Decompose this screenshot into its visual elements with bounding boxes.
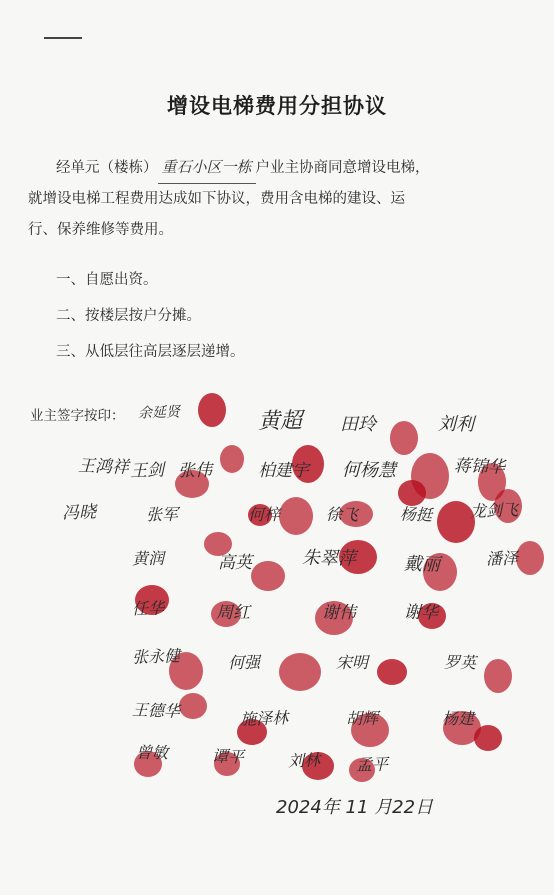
fingerprint-mark	[377, 659, 407, 685]
owner-signature: 施泽林	[239, 708, 289, 729]
owner-signature: 张军	[145, 504, 179, 525]
owner-signature: 谢伟	[321, 602, 357, 624]
fingerprint-mark	[179, 693, 207, 719]
fingerprint-mark	[251, 561, 285, 591]
owner-signature: 谢华	[403, 602, 439, 624]
owner-signature: 蒋锦华	[453, 456, 506, 478]
owner-signature: 周红	[216, 603, 250, 623]
owner-signature: 何杨慧	[341, 459, 397, 482]
signing-date: 2024年 11 月22日	[276, 797, 434, 818]
fingerprint-mark	[279, 497, 313, 535]
fingerprint-mark	[279, 653, 321, 691]
owner-signature: 胡辉	[345, 708, 379, 729]
intro-line-3: 行、保养维修等费用。	[28, 222, 173, 238]
owner-signature: 张伟	[177, 460, 213, 482]
owner-signature: 任华	[131, 598, 165, 619]
intro-prefix: 经单元（楼栋）	[56, 160, 158, 176]
owner-signature: 冯晓	[61, 502, 97, 524]
owner-signature: 龙剑飞	[469, 500, 519, 521]
fingerprint-mark	[198, 393, 226, 427]
owner-signature: 刘利	[437, 413, 475, 436]
fingerprint-mark	[220, 445, 244, 473]
clause-1: 一、自愿出资。	[56, 272, 158, 288]
owner-signature: 刘林	[287, 750, 321, 771]
owner-signature: 余延贤	[137, 404, 181, 422]
owner-signature: 戴丽	[403, 553, 441, 576]
owner-signature: 杨建	[442, 709, 475, 728]
owner-signature: 王剑	[129, 460, 165, 482]
owner-signature: 柏建宇	[258, 461, 309, 481]
owner-signature: 谭平	[211, 746, 245, 767]
owner-signature: 罗英	[443, 652, 477, 673]
owner-signature: 黄润	[131, 548, 165, 569]
clause-2: 二、按楼层按户分摊。	[56, 308, 201, 324]
fingerprint-mark	[390, 421, 418, 455]
signature-label: 业主签字按印：	[30, 408, 125, 424]
owner-signature: 高英	[218, 553, 252, 573]
owner-signature: 田玲	[340, 414, 376, 435]
owner-signature: 潘泽	[485, 548, 519, 569]
owner-signature: 徐飞	[325, 504, 359, 525]
owner-signature: 杨挺	[399, 504, 433, 525]
owner-signature: 张永健	[131, 646, 181, 667]
fingerprint-mark	[484, 659, 512, 693]
intro-suffix: 户业主协商同意增设电梯，	[255, 160, 430, 176]
fingerprint-mark	[516, 541, 544, 575]
owner-signature: 宋明	[336, 653, 369, 672]
unit-name-handwritten: 重石小区一栋	[158, 152, 256, 184]
owner-signature: 何梓	[248, 505, 281, 524]
intro-line-2: 就增设电梯工程费用达成如下协议，费用含电梯的建设、运	[28, 191, 405, 207]
owner-signature: 王鸿祥	[77, 456, 130, 478]
owner-signature: 孟平	[355, 754, 389, 775]
owner-signature: 王德华	[131, 700, 181, 721]
document-title: 增设电梯费用分担协议	[167, 93, 387, 118]
clause-3: 三、从低层往高层逐层递增。	[56, 344, 245, 360]
owner-signature: 曾敏	[135, 742, 169, 763]
fingerprint-mark	[474, 725, 502, 751]
owner-signature: 朱翠萍	[301, 547, 357, 570]
owner-signature: 何强	[227, 652, 261, 673]
owner-signature: 黄超	[257, 408, 303, 435]
